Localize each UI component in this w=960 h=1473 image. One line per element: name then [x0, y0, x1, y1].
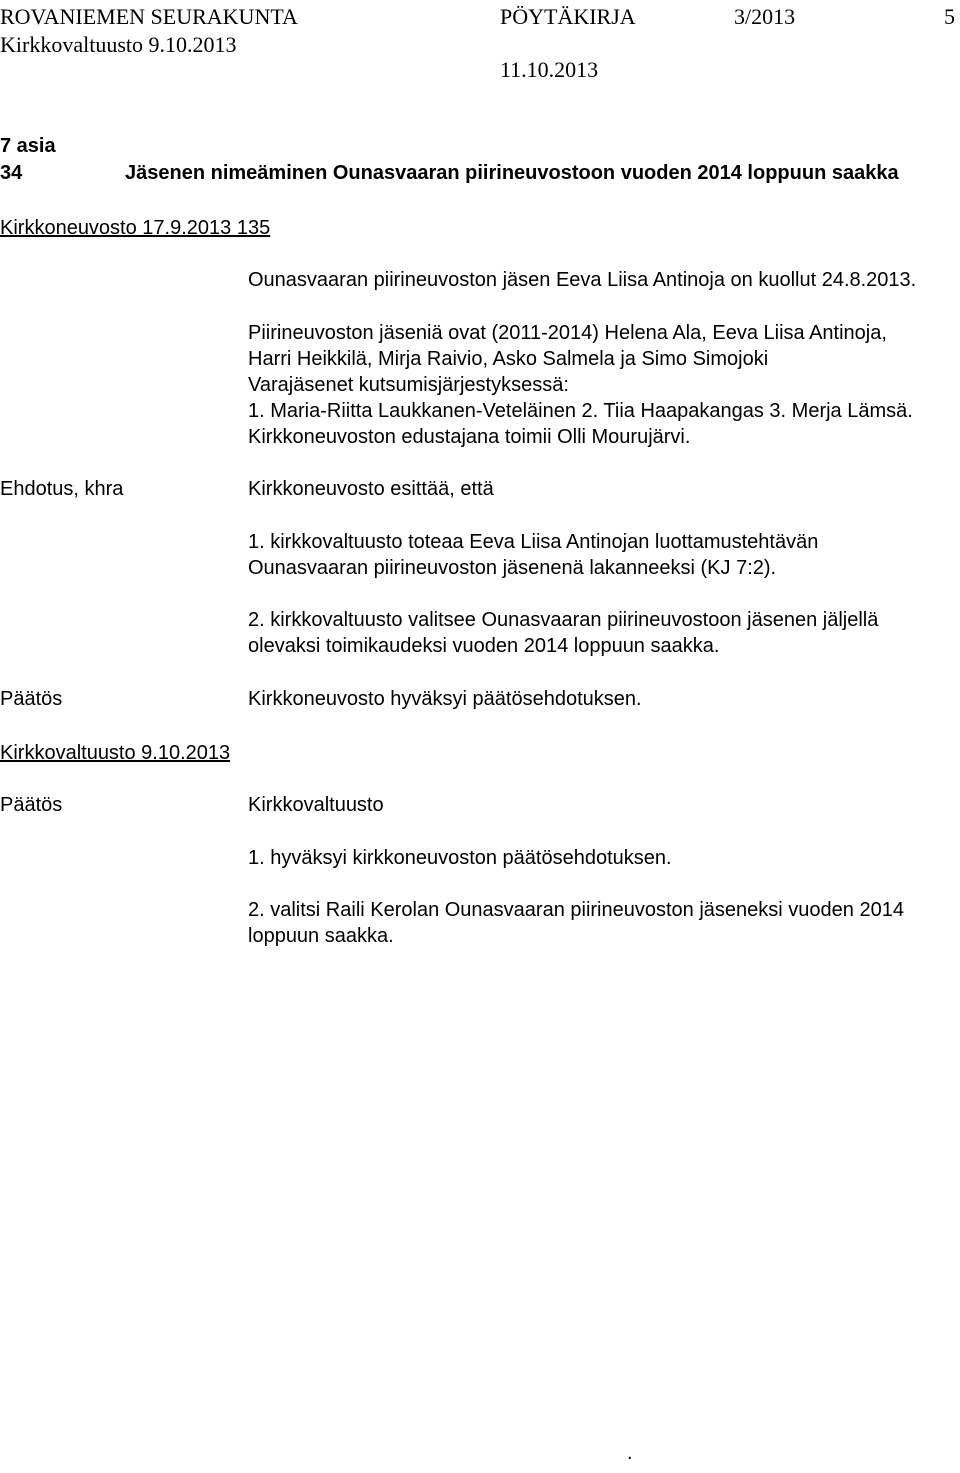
meeting-name: Kirkkovaltuusto 9.10.2013 [0, 32, 237, 57]
kirkkoneuvosto-decision-text: Kirkkoneuvosto hyväksyi päätösehdotuksen. [248, 688, 642, 710]
paragraph-member-deceased: Ounasvaaran piirineuvoston jäsen Eeva Liisa Antinoja on kuollut 24.8.2013. [248, 269, 917, 291]
item-asia-label: 7 asia [0, 135, 56, 157]
members-line-3: Varajäsenet kutsumisjärjestyksessä: [248, 374, 569, 396]
document-type: PÖYTÄKIRJA [500, 4, 636, 29]
kirkkovaltuusto-decision-label: Päätös [0, 794, 63, 816]
members-line-5: Kirkkoneuvoston edustajana toimii Olli Mourujärvi. [248, 426, 691, 448]
proposal-item-2: 2. kirkkovaltuusto valitsee Ounasvaaran piirineuvostoon jäsenen jäljellä olevaksi toimikaudeksi vuoden 2014 loppuun saakka. [248, 609, 879, 657]
page-number: 5 [944, 4, 955, 29]
item-title: Jäsenen nimeäminen Ounasvaaran piirineuvostoon vuoden 2014 loppuun saakka [125, 162, 899, 184]
members-line-2: Harri Heikkilä, Mirja Raivio, Asko Salmela ja Simo Simojoki [248, 348, 769, 370]
members-line-1: Piirineuvoston jäseniä ovat (2011-2014) Helena Ala, Eeva Liisa Antinoja, [248, 322, 887, 344]
kirkkoneuvosto-decision-label: Päätös [0, 688, 63, 710]
organization-name: ROVANIEMEN SEURAKUNTA [0, 4, 298, 29]
kirkkoneuvosto-reference: Kirkkoneuvosto 17.9.2013 135 [0, 217, 271, 239]
kirkkovaltuusto-body-label: Kirkkovaltuusto [248, 794, 384, 816]
kirkkovaltuusto-decision-1: 1. hyväksyi kirkkoneuvoston päätösehdotuksen. [248, 847, 672, 869]
footer-dot: . [627, 1442, 633, 1464]
proposal-intro: Kirkkoneuvosto esittää, että [248, 478, 494, 500]
members-line-4: 1. Maria-Riitta Laukkanen-Veteläinen 2. Tiia Haapakangas 3. Merja Lämsä. [248, 400, 913, 422]
kirkkovaltuusto-reference: Kirkkovaltuusto 9.10.2013 [0, 742, 231, 764]
proposal-label: Ehdotus, khra [0, 478, 124, 500]
document-number: 3/2013 [734, 4, 796, 29]
item-number: 34 [0, 162, 23, 184]
proposal-item-1: 1. kirkkovaltuusto toteaa Eeva Liisa Antinojan luottamustehtävän Ounasvaaran piirineuvoston jäsenenä lakanneeksi (KJ 7:2). [248, 531, 819, 579]
kirkkovaltuusto-decision-2: 2. valitsi Raili Kerolan Ounasvaaran piirineuvoston jäseneksi vuoden 2014 loppuun saakka. [248, 899, 904, 947]
document-date: 11.10.2013 [500, 57, 599, 82]
